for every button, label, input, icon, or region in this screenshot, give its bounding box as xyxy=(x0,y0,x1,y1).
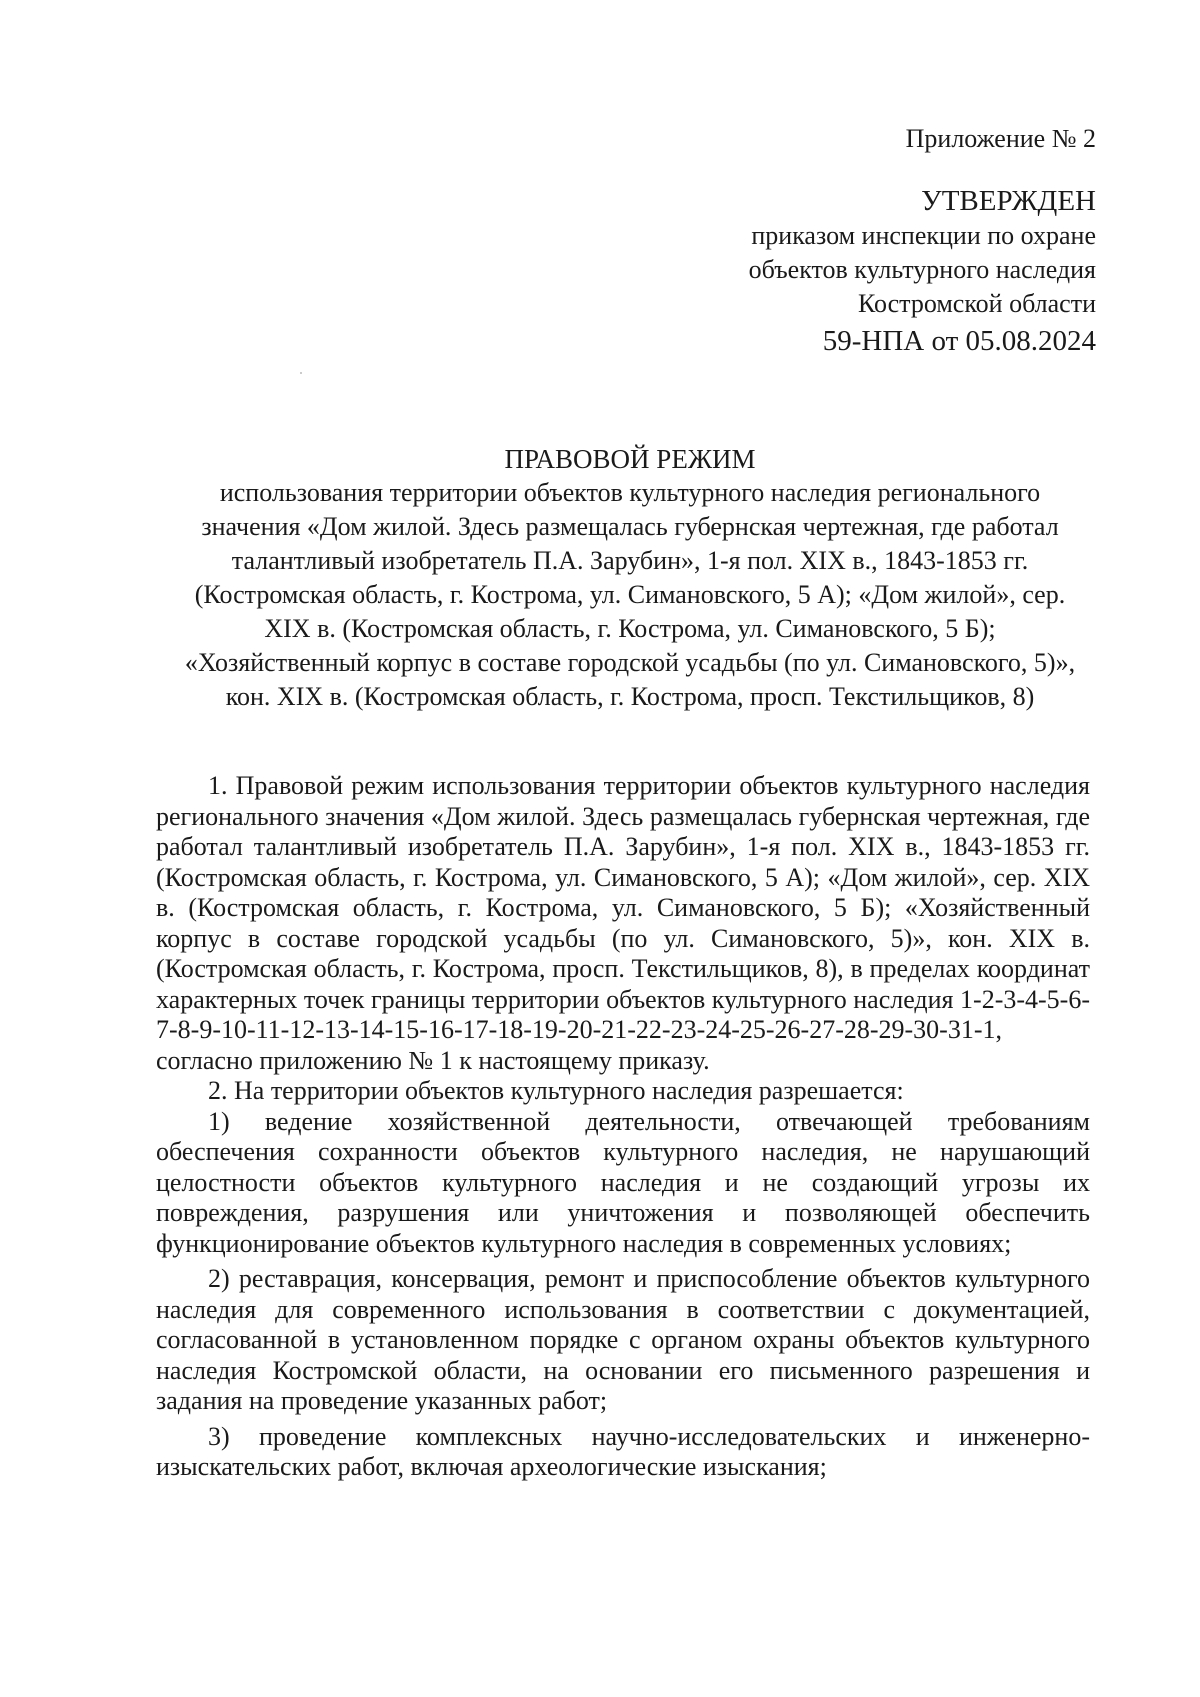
document-body xyxy=(156,771,1090,1483)
approval-line-1: приказом инспекции по охране xyxy=(751,221,1096,250)
approval-block xyxy=(749,183,1096,361)
scan-speck xyxy=(300,372,302,374)
paragraph-2: 2. На территории объектов культурного наследия разрешается: xyxy=(208,1076,904,1105)
list-item-1: 1) ведение хозяйственной деятельности, отвечающей требованиям обеспечения сохранности объектов культурного наследия, не нарушающий целостности объектов культурного наследия и не создающий угрозы их повреждения, разрушения или уничтожения и позволяющей обеспечить функционирование объектов культурного наследия в современных условиях; xyxy=(156,1106,1090,1258)
annex-label: Приложение № 2 xyxy=(905,124,1096,153)
paragraph-1: 1. Правовой режим использования территории объектов культурного наследия регионального значения «Дом жилой. Здесь размещалась губернская чертежная, где работал талантливый изобретатель П.А. Зарубин», 1-я пол. XIX в., 1843-1853 гг. (Костромская область, г. Кострома, ул. Симановского, 5 А); «Дом жилой», сер. XIX в. (Костромская область, г. Кострома, ул. Симановского, 5 Б); «Хозяйственный корпус в составе городской усадьбы (по ул. Симановского, 5)», кон. XIX в. (Костромская область, г. Кострома, просп. Текстильщиков, 8), в пределах координат характерных точек границы территории объектов культурного наследия 1-2-3-4-5-6-7-8-9-10-11-12-13-14-15-16-17-18-19-20-21-22-23-24-25-26-27-28-29-30-31-1, согласно приложению № 1 к настоящему приказу. xyxy=(156,771,1090,1075)
approval-stamp: УТВЕРЖДЕН xyxy=(921,185,1096,217)
list-item-2: 2) реставрация, консервация, ремонт и приспособление объектов культурного наследия для современного использования в соответствии с документацией, согласованной в установленном порядке с органом охраны объектов культурного наследия Костромской области, на основании его письменного разрешения и задания на проведение указанных работ; xyxy=(156,1264,1090,1415)
document-title xyxy=(170,442,1090,714)
order-number: 59-НПА от 05.08.2024 xyxy=(822,325,1096,357)
document-subtitle: использования территории объектов культурного наследия регионального значения «Дом жилой. Здесь размещалась губернская чертежная, где работал талантливый изобретатель П.А. Зарубин», 1-я пол. XIX в., 1843-1853 гг. (Костромская область, г. Кострома, ул. Симановского, 5 А); «Дом жилой», сер. XIX в. (Костромская область, г. Кострома, ул. Симановского, 5 Б); «Хозяйственный корпус в составе городской усадьбы (по ул. Симановского, 5)», кон. XIX в. (Костромская область, г. Кострома, просп. Текстильщиков, 8) xyxy=(184,478,1076,711)
document-heading: ПРАВОВОЙ РЕЖИМ xyxy=(504,444,756,474)
approval-line-3: Костромской области xyxy=(857,289,1096,318)
approval-line-2: объектов культурного наследия xyxy=(748,255,1096,284)
list-item-3: 3) проведение комплексных научно-исследовательских и инженерно-изыскательских работ, включая археологические изыскания; xyxy=(156,1421,1090,1481)
